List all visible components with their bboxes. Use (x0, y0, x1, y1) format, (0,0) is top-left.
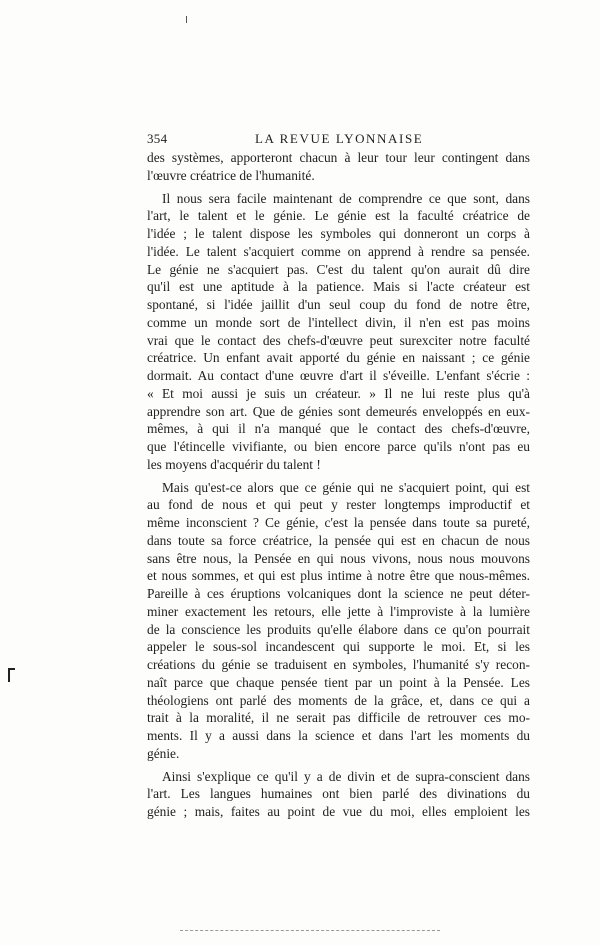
text-line: dans toute sa force créatrice, la pensée qui est en chacun de nous (147, 532, 530, 548)
text-line: spontané, si l'idée jaillit d'un seul coup du fond de notre être, (147, 297, 530, 312)
text-line: vrai que le contact des chefs-d'œuvre peut surexciter notre faculté (147, 332, 530, 348)
text-line: au fond de nous et qui peut y rester longtemps improductif et (147, 497, 530, 513)
text-line: et nous sommes, et qui est plus intime à notre être que nous-mêmes. (147, 568, 530, 584)
text-line: génie ; mais, faites au point de vue du moi, elles emploient les (147, 804, 530, 819)
text-line: Mais qu'est-ce alors que ce génie qui ne s'acquiert point, qui est (162, 479, 530, 495)
text-line: mêmes, à qui il n'a manqué que le contact des chefs-d'œuvre, (147, 421, 530, 437)
text-line: même inconscient ? Ce génie, c'est la pensée dans toute sa pureté, (147, 515, 530, 530)
text-line: que l'étincelle vivifiante, ou bien encore parce qu'ils n'ont pas eu (147, 439, 530, 454)
scan-mark (186, 16, 187, 23)
text-line: sans être nous, la Pensée en qui nous vivons, nous nous mouvons (147, 550, 530, 566)
text-line: des systèmes, apporteront chacun à leur tour leur contingent dans (147, 150, 530, 165)
page-header (147, 131, 515, 149)
text-line: l'idée ; le talent dispose les symboles qui donneront un corps à (147, 226, 530, 241)
text-line: comme un monde sort de l'intellect divin, il n'en est pas moins (147, 314, 530, 330)
text-line: Il nous sera facile maintenant de comprendre ce que sont, dans (162, 190, 530, 206)
text-line: qu'il est une aptitude à la patience. Mais si l'acte créateur est (147, 279, 530, 295)
page-number: 354 (147, 131, 168, 146)
text-line: naît parce que chaque pensée tient par un point à la Pensée. Les (147, 674, 530, 690)
text-line: apprendre son art. Que de génies sont demeurés enveloppés en eux- (147, 403, 530, 419)
footer-rule (180, 930, 440, 931)
body-text (147, 149, 530, 821)
text-line: appeler le sous-sol incandescent qui supporte le moi. Et, si les (147, 639, 530, 655)
text-line: dormait. Au contact d'une œuvre d'art il s'éveille. L'enfant s'écrie : (147, 368, 530, 383)
text-line: miner exactement les retours, elle jette à l'improviste à la lumière (147, 603, 530, 619)
text-line: l'œuvre créatrice de l'humanité. (147, 167, 315, 183)
scan-mark (8, 668, 10, 682)
text-line: l'art, le talent et le génie. Le génie est la faculté créatrice de (147, 208, 530, 224)
text-line: créations du génie se traduisent en symboles, l'humanité s'y recon- (147, 657, 530, 672)
text-line: de la conscience les produits qu'elle élabore dans ce qu'on pourrait (147, 621, 530, 637)
text-line: « Et moi aussi je suis un créateur. » Il ne lui reste plus qu'à (147, 385, 530, 401)
text-line: l'art. Les langues humaines ont bien parlé des divinations du (147, 786, 530, 802)
text-line: génie. (147, 745, 180, 761)
text-line: Le génie ne s'acquiert pas. C'est du talent qu'on aurait dû dire (147, 261, 530, 277)
text-line: Pareille à ces éruptions volcaniques dont la science ne peut déter- (147, 586, 530, 601)
text-line: trait à la moralité, il ne serait pas difficile de retrouver ces mo- (147, 710, 530, 726)
running-head: LA REVUE LYONNAISE (255, 131, 424, 146)
text-line: créatrice. Un enfant avait apporté du génie en naissant ; ce génie (147, 350, 530, 366)
text-line: ments. Il y a aussi dans la science et dans l'art les moments du (147, 728, 530, 743)
text-line: l'idée. Le talent s'acquiert comme on apprend à rendre sa pensée. (147, 243, 530, 259)
text-line: théologiens ont parlé des moments de la grâce, et, dans ce qui a (147, 692, 530, 708)
text-line: les moyens d'acquérir du talent ! (147, 456, 321, 472)
text-line: Ainsi s'explique ce qu'il y a de divin et de supra-conscient dans (162, 768, 530, 784)
